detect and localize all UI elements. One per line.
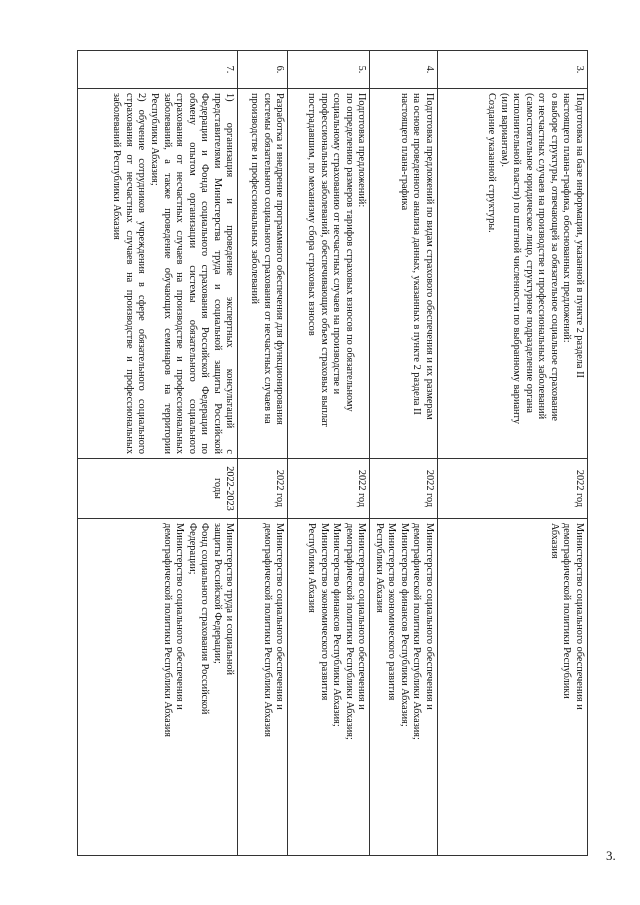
row-number: 7. [78,51,238,89]
term-cell: 2022-2023 годы [78,459,238,519]
row-number: 5. [288,51,370,89]
measure-cell: Подготовка предложений: по определению размеров тарифов страховых взносов по обязательному социальному страхованию от несчастных случаев на производстве и профессиональных заболеваний, обеспечивающих объем страховых выплат пострадавшим, по механизму сбора страховых взносов [288,89,370,459]
page-number: 3. [606,848,616,863]
measure-cell: Подготовка на базе информации, указанной в пункте 2 раздела II настоящего плана-графика, обоснованных предложений: о выборе структуры, отвечающей за обязательное социальное страхование от несчастных случаев на производстве и профессиональных заболеваний (самостоятельное юридическое лицо, структурное подразделение органа исполнительной власти) по штатной численности по выбранному варианту (или вариантам). Создание указанной структуры. [438,89,588,459]
row-number: 6. [238,51,288,89]
executor-cell: Министерство труда и социальной защиты Российской Федерации; Фонд социального страхования Российской Федерации; Министерство социального обеспечения и демографической политики Республики Абхазия [78,519,238,856]
row-number: 4. [370,51,438,89]
table-row [288,51,370,856]
executor-cell: Министерство социального обеспечения и демографической политики Республики Абхазия [238,519,288,856]
executor-cell: Министерство социального обеспечения и демографической политики Республики Абхазия [438,519,588,856]
executor-cell: Министерство социального обеспечения и демографической политики Республики Абхазия; Министерство финансов Республики Абхазия; Министерство экономического развития Республики Абхазия [370,519,438,856]
rotated-table-container [80,50,588,855]
table-row [78,51,238,856]
measure-cell: 1) организация и проведение экспертных консультаций с представителями Министерства труда и социальной защиты Российской Федерации и Фонда социального страхования Российской Федерации по обмену опытом организации системы обязательного социального страхования от несчастных случаев на производстве и профессиональных заболеваний, а также проведение обучающих семинаров на территории Республики Абхазия; 2) обучение сотрудников учреждения в сфере обязательного социального страхования от несчастных случаев на производстве и профессиональных заболеваний Республики Абхазия [78,89,238,459]
plan-schedule-table [77,50,588,856]
row-number: 3. [438,51,588,89]
table-row [438,51,588,856]
measure-cell: Подготовка предложений по видам страхового обеспечения и их размерам на основе проведенного анализа данных, указанных в пункте 2 раздела II настоящего плана-графика [370,89,438,459]
table-row [370,51,438,856]
measure-cell: Разработка и внедрение программного обеспечения для функционирования системы обязательного социального страхования от несчастных случаев на производстве и профессиональных заболеваний [238,89,288,459]
table-row [238,51,288,856]
term-cell: 2022 год [288,459,370,519]
term-cell: 2022 год [238,459,288,519]
executor-cell: Министерство социального обеспечения и демографической политики Республики Абхазия; Министерство финансов Республики Абхазия; Министерство экономического развития Республики Абхазия [288,519,370,856]
term-cell: 2022 год [370,459,438,519]
term-cell: 2022 год [438,459,588,519]
